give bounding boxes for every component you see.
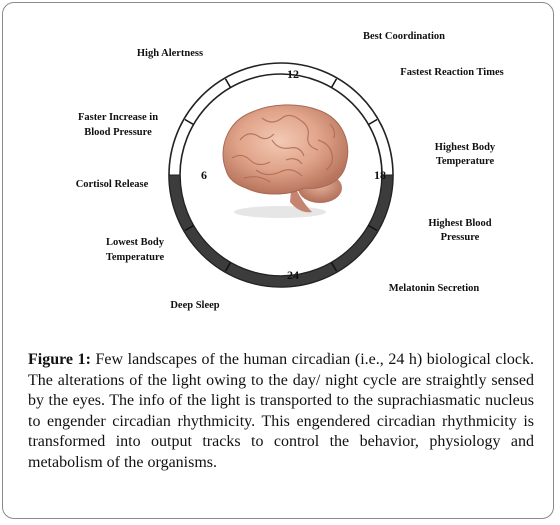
hour-6: 6: [201, 168, 207, 182]
brain-illustration: [223, 105, 348, 218]
label-cortisol-release: Cortisol Release: [75, 179, 149, 190]
label-high-alertness: High Alertness: [136, 48, 204, 59]
cerebrum: [223, 105, 348, 194]
label-best-coordination: Best Coordination: [363, 31, 445, 42]
brain-shadow: [234, 206, 326, 218]
label-highest-bp-line1: Highest Blood: [428, 218, 492, 229]
label-highest-bp-line2: Pressure: [440, 232, 480, 243]
caption-label: Figure 1:: [28, 351, 91, 368]
label-faster-bp-line2: Blood Pressure: [84, 127, 152, 138]
label-highest-temp-line2: Temperature: [435, 156, 495, 167]
label-deep-sleep: Deep Sleep: [170, 300, 220, 311]
figure-caption: [28, 350, 534, 473]
tick-mark: [332, 79, 337, 88]
label-lowest-temp-line1: Lowest Body: [105, 237, 165, 248]
hour-18: 18: [374, 168, 386, 182]
label-melatonin-secretion: Melatonin Secretion: [388, 283, 480, 294]
tick-mark: [226, 79, 231, 88]
tick-mark: [369, 120, 378, 125]
label-faster-bp-line1: Faster Increase in: [77, 112, 159, 123]
label-highest-temp-line1: Highest Body: [434, 142, 496, 153]
hour-24: 24: [287, 268, 299, 282]
caption-text: Few landscapes of the human circadian (i.e., 24 h) biological clock. The alterations of the light owing to the day/ night cycle are straightly sensed by the eyes. The info of the light is transported to the suprachiasmatic nucleus to engender circadian rhythmicity. This engendered circadian rhythmicity is transformed into output tracks to control the behavior, physiology and metabolism of the organisms.: [28, 351, 534, 471]
hour-12: 12: [287, 67, 299, 81]
tick-mark: [185, 120, 194, 125]
label-lowest-temp-line2: Temperature: [105, 252, 165, 263]
label-fastest-reaction-times: Fastest Reaction Times: [400, 67, 504, 78]
